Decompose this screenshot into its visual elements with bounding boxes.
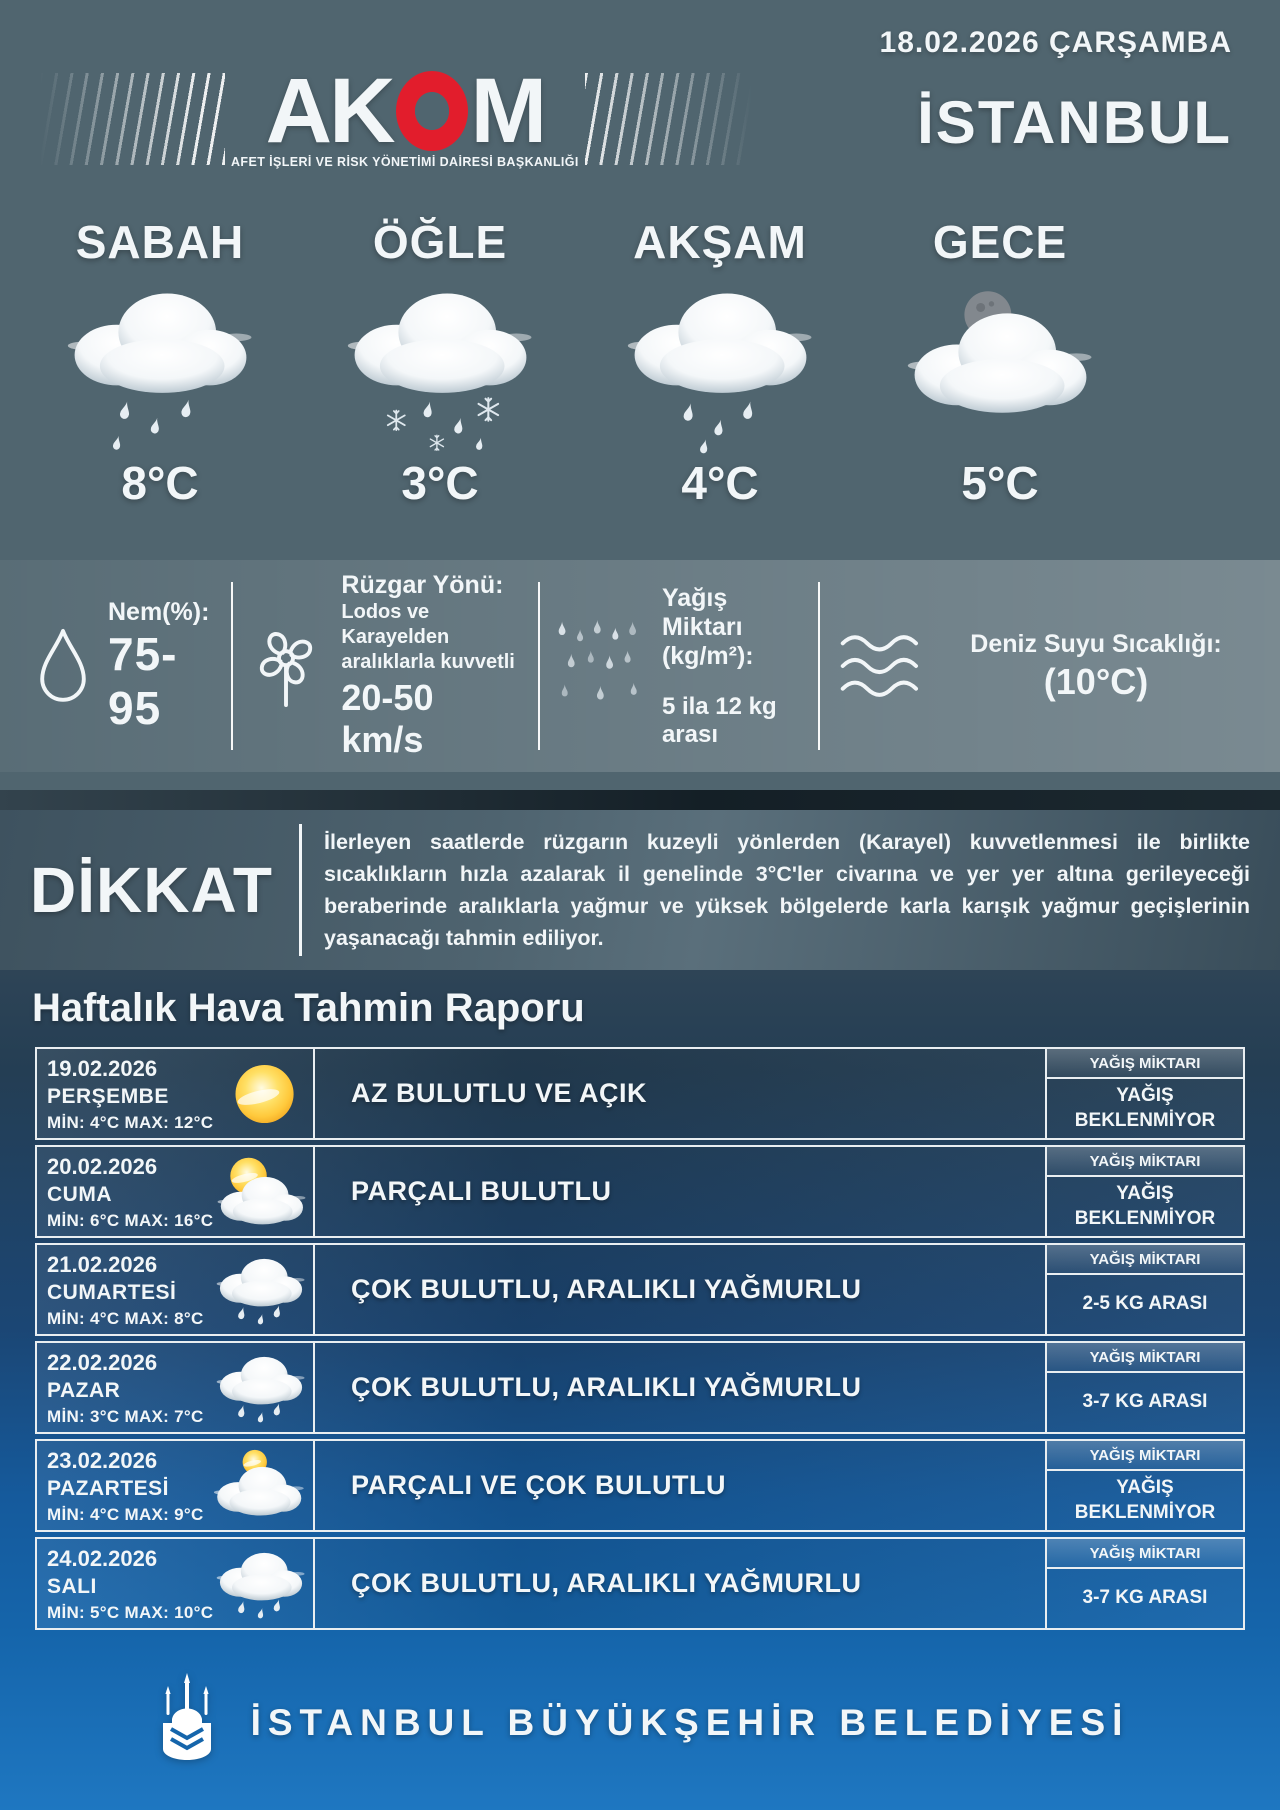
amount-header: YAĞIŞ MİKTARI [1047, 1343, 1243, 1373]
rain-cloud-icon [211, 1348, 311, 1428]
weekly-table [35, 1047, 1245, 1630]
row-date: 24.02.2026 [47, 1546, 158, 1571]
row-condition: AZ BULUTLU VE AÇIK [351, 1078, 647, 1108]
period-label: AKŞAM [633, 216, 807, 268]
footer-org-name: İSTANBUL BÜYÜKŞEHİR BELEDİYESİ [250, 1701, 1130, 1743]
row-condition: ÇOK BULUTLU, ARALIKLI YAĞMURLU [351, 1274, 862, 1304]
row-condition: ÇOK BULUTLU, ARALIKLI YAĞMURLU [351, 1372, 862, 1402]
raindrops-icon [554, 620, 646, 712]
rain-cloud-icon [211, 1544, 311, 1624]
row-amount: 3-7 KG ARASI [1082, 1587, 1208, 1609]
row-condition: PARÇALI VE ÇOK BULUTLU [351, 1470, 726, 1500]
row-date: 20.02.2026 [47, 1154, 158, 1179]
sun-cloud-icon [211, 1446, 311, 1526]
metric-label: Yağış Miktarı (kg/m²): [661, 583, 754, 670]
warning-title: DİKKAT [30, 854, 273, 926]
akom-letters-pre: AK [265, 60, 393, 162]
footer [0, 1635, 1280, 1810]
row-day: SALI [47, 1575, 97, 1598]
metric-value: (10°C) [1043, 660, 1149, 702]
row-amount: YAĞIŞ BEKLENMİYOR [1074, 1182, 1216, 1229]
table-row [35, 1439, 1245, 1532]
akom-letters-post: M [470, 60, 545, 162]
period-label: SABAH [75, 216, 245, 268]
metric-humidity [20, 582, 231, 750]
pinwheel-icon [247, 619, 325, 713]
row-date: 19.02.2026 [47, 1056, 158, 1081]
row-amount: YAĞIŞ BEKLENMİYOR [1074, 1084, 1216, 1131]
row-condition: PARÇALI BULUTLU [351, 1176, 612, 1206]
metric-label: Nem(%): [108, 597, 210, 626]
table-row [35, 1047, 1245, 1140]
weekly-section [0, 970, 1280, 1810]
akom-o-ring-icon [396, 71, 468, 151]
row-date: 23.02.2026 [47, 1448, 158, 1473]
metric-value: 75-95 [108, 627, 178, 734]
moon-cloud-icon [893, 275, 1108, 460]
row-minmax: MİN: 4°C MAX: 12°C [47, 1113, 214, 1132]
rain-cloud-icon [53, 275, 268, 460]
table-row [35, 1341, 1245, 1434]
metric-label: Deniz Suyu Sıcaklığı: [970, 629, 1222, 658]
metrics-band [0, 560, 1280, 772]
weekly-title: Haftalık Hava Tahmin Raporu [32, 986, 585, 1030]
warning-text: İlerleyen saatlerde rüzgarın kuzeyli yönlerden (Karayel) kuvvetlenmesi ile birlikte sıcaklıkların hızla azalarak il genelinde 3°C'ler civarına ve yer yer altına gerileyeceği beraberinde aralıklarla yağmur ve yüksek bölgelerde karla karışık yağmur geçişlerinin yaşanacağı tahmin ediliyor. [324, 829, 1250, 951]
header-section [0, 0, 1280, 790]
amount-header: YAĞIŞ MİKTARI [1047, 1147, 1243, 1177]
akom-logo [40, 60, 770, 169]
amount-header: YAĞIŞ MİKTARI [1047, 1049, 1243, 1079]
row-day: CUMA [47, 1183, 112, 1206]
period-temp: 5°C [961, 457, 1039, 509]
akom-subtitle: AFET İŞLERİ VE RİSK YÖNETİMİ DAİRESİ BAŞKANLIĞI [231, 154, 579, 169]
sun-icon [211, 1054, 311, 1134]
snow-rain-cloud-icon [333, 275, 548, 460]
metric-wind [231, 571, 538, 760]
period-label: ÖĞLE [372, 216, 508, 268]
period-temp: 8°C [121, 457, 199, 509]
row-minmax: MİN: 6°C MAX: 16°C [47, 1211, 214, 1230]
period-ogle [300, 215, 580, 510]
table-row [35, 1537, 1245, 1630]
period-gece [860, 215, 1140, 510]
city-title: İSTANBUL [917, 89, 1232, 156]
report-date: 18.02.2026 ÇARŞAMBA [879, 26, 1232, 59]
row-minmax: MİN: 3°C MAX: 7°C [47, 1407, 204, 1426]
akom-stripes-left-icon [40, 73, 225, 165]
period-temp: 3°C [401, 457, 479, 509]
ibb-logo [151, 1664, 223, 1782]
brand-row [0, 60, 1280, 200]
row-minmax: MİN: 4°C MAX: 8°C [47, 1309, 204, 1328]
amount-header: YAĞIŞ MİKTARI [1047, 1539, 1243, 1569]
period-sabah [20, 215, 300, 510]
row-day: CUMARTESİ [47, 1281, 177, 1304]
rain-cloud-icon [613, 275, 828, 460]
sun-cloud-icon [211, 1152, 311, 1232]
row-amount: YAĞIŞ BEKLENMİYOR [1074, 1476, 1216, 1523]
row-day: PAZARTESİ [47, 1477, 169, 1500]
water-drop-icon [34, 627, 92, 705]
period-temp: 4°C [681, 457, 759, 509]
warning-divider [299, 824, 302, 956]
akom-wordmark [265, 60, 545, 162]
metric-desc: Lodos ve Karayelden aralıklarla kuvvetli [341, 601, 515, 673]
row-day: PAZAR [47, 1379, 121, 1402]
row-condition: ÇOK BULUTLU, ARALIKLI YAĞMURLU [351, 1568, 862, 1598]
warning-section [0, 810, 1280, 970]
row-amount: 2-5 KG ARASI [1082, 1293, 1208, 1315]
metric-sea-temp [818, 582, 1260, 750]
metric-label: Rüzgar Yönü: [341, 571, 504, 599]
period-label: GECE [932, 216, 1068, 268]
rain-cloud-icon [211, 1250, 311, 1330]
table-row [35, 1243, 1245, 1336]
akom-stripes-right-icon [585, 73, 770, 165]
amount-header: YAĞIŞ MİKTARI [1047, 1441, 1243, 1471]
row-minmax: MİN: 4°C MAX: 9°C [47, 1505, 204, 1524]
row-amount: 3-7 KG ARASI [1082, 1391, 1208, 1413]
row-minmax: MİN: 5°C MAX: 10°C [47, 1603, 214, 1622]
waves-icon [834, 629, 930, 703]
metric-value: 20-50 km/s [341, 677, 434, 760]
metric-value: 5 ila 12 kg arası [661, 692, 777, 748]
row-date: 21.02.2026 [47, 1252, 158, 1277]
row-day: PERŞEMBE [47, 1085, 169, 1108]
metric-precipitation [538, 582, 818, 750]
amount-header: YAĞIŞ MİKTARI [1047, 1245, 1243, 1275]
section-divider [0, 790, 1280, 810]
day-periods [20, 215, 1140, 510]
period-aksam [580, 215, 860, 510]
row-date: 22.02.2026 [47, 1350, 158, 1375]
table-row [35, 1145, 1245, 1238]
